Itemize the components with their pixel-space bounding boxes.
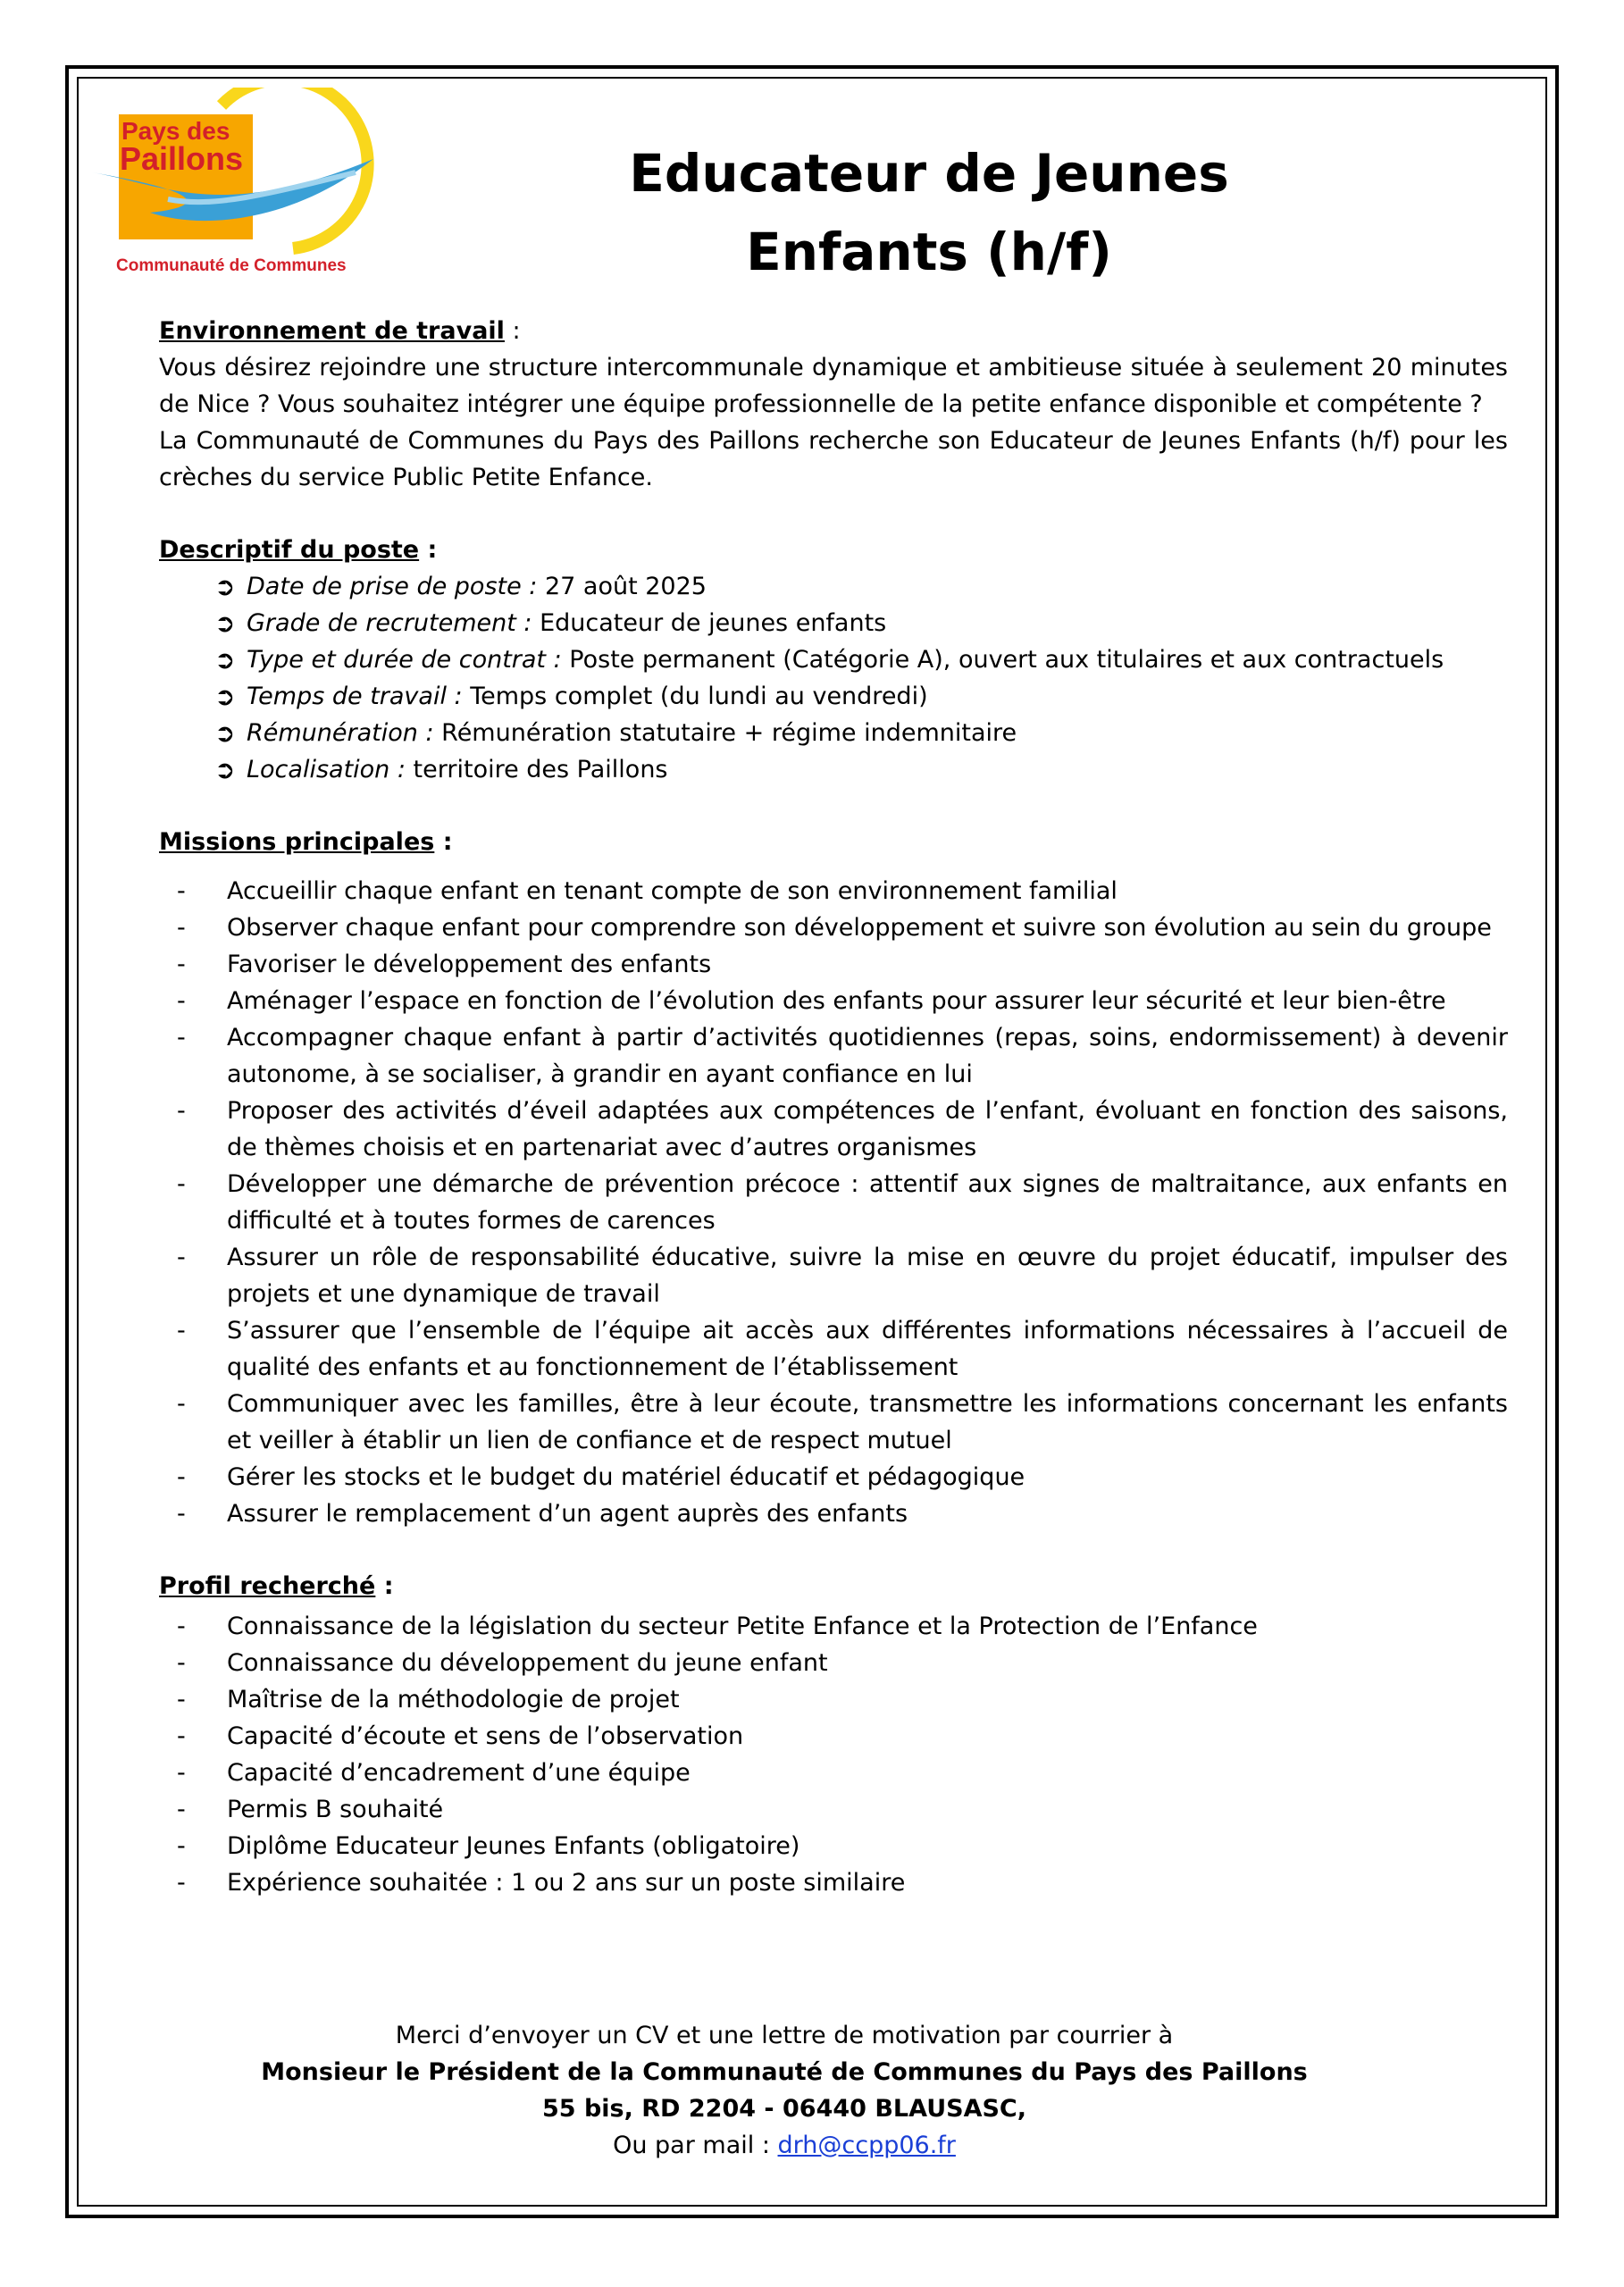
contact-footer — [159, 2017, 1410, 2164]
descriptif-item-label: Grade de recrutement : — [247, 609, 532, 637]
environment-paragraph-2: La Communauté de Communes du Pays des Paillons recherche son Educateur de Jeunes Enfants (h/f) pour les crèches du service Public Petite Enfance. — [159, 427, 1508, 491]
descriptif-item — [214, 751, 1508, 788]
arrow-bullet-icon: ➲ — [214, 755, 236, 784]
dash-bullet: - — [177, 1244, 186, 1271]
descriptif-item — [214, 605, 1508, 641]
dash-bullet: - — [177, 1832, 186, 1860]
dash-bullet: - — [177, 1686, 186, 1713]
dash-bullet: - — [177, 1500, 186, 1528]
profil-heading — [159, 1568, 1508, 1604]
missions-item — [159, 1093, 1508, 1166]
environment-paragraph-1: Vous désirez rejoindre une structure intercommunale dynamique et ambitieuse située à seulement 20 minutes de Nice ? Vous souhaitez intégrer une équipe professionnelle de la petite enfance disponible et compétente ? — [159, 354, 1508, 418]
missions-item — [159, 1312, 1508, 1386]
missions-item — [159, 946, 1508, 983]
dash-bullet: - — [177, 951, 186, 978]
arrow-bullet-icon: ➲ — [214, 645, 236, 674]
footer-mail-prefix: Ou par mail : — [613, 2132, 778, 2159]
logo-text-line2: Paillons — [120, 140, 244, 177]
dash-bullet: - — [177, 1613, 186, 1640]
logo-text-line1: Pays des — [121, 117, 230, 145]
arrow-bullet-icon: ➲ — [214, 608, 236, 638]
missions-item-text: Accueillir chaque enfant en tenant compte de son environnement familial — [227, 877, 1118, 905]
missions-heading-text: Missions principales — [159, 828, 435, 856]
dash-bullet: - — [177, 1463, 186, 1491]
arrow-bullet-icon: ➲ — [214, 682, 236, 711]
pays-des-paillons-logo — [88, 88, 391, 284]
profil-item — [159, 1755, 1508, 1791]
environment-heading — [159, 313, 1508, 349]
descriptif-item-label: Rémunération : — [247, 719, 434, 747]
missions-item — [159, 1239, 1508, 1312]
descriptif-item-value: Educateur de jeunes enfants — [532, 609, 887, 637]
dash-bullet: - — [177, 1796, 186, 1823]
descriptif-item-value: Temps complet (du lundi au vendredi) — [462, 683, 928, 710]
descriptif-item — [214, 568, 1508, 605]
dash-bullet: - — [177, 1097, 186, 1125]
dash-bullet: - — [177, 1649, 186, 1677]
profil-item — [159, 1791, 1508, 1828]
missions-item-text: Assurer un rôle de responsabilité éducative, suivre la mise en œuvre du projet éducatif, impulser des projets et une dynamique de travail — [227, 1244, 1508, 1308]
missions-item-text: Aménager l’espace en fonction de l’évolution des enfants pour assurer leur sécurité et leur bien-être — [227, 987, 1446, 1015]
dash-bullet: - — [177, 987, 186, 1015]
missions-item-text: Gérer les stocks et le budget du matériel éducatif et pédagogique — [227, 1463, 1025, 1491]
profil-item-text: Capacité d’encadrement d’une équipe — [227, 1759, 691, 1787]
missions-item-text: Assurer le remplacement d’un agent auprès des enfants — [227, 1500, 908, 1528]
arrow-bullet-icon: ➲ — [214, 572, 236, 601]
profil-heading-colon: : — [375, 1572, 394, 1600]
descriptif-item-label: Temps de travail : — [247, 683, 463, 710]
missions-item-text: Communiquer avec les familles, être à leur écoute, transmettre les informations concernant les enfants et veiller à établir un lien de confiance et de respect mutuel — [227, 1390, 1508, 1454]
profil-item-text: Diplôme Educateur Jeunes Enfants (obligatoire) — [227, 1832, 800, 1860]
descriptif-item — [214, 678, 1508, 715]
missions-item-text: S’assurer que l’ensemble de l’équipe ait accès aux différentes informations nécessaires à l’accueil de qualité des enfants et au fonctionnement de l’établissement — [227, 1317, 1508, 1381]
profil-item — [159, 1718, 1508, 1755]
profil-heading-text: Profil recherché — [159, 1572, 376, 1600]
profil-item — [159, 1645, 1508, 1681]
profil-item-text: Capacité d’écoute et sens de l’observation — [227, 1722, 744, 1750]
descriptif-item-value: territoire des Paillons — [405, 756, 668, 783]
missions-item — [159, 909, 1508, 946]
footer-recipient: Monsieur le Président de la Communauté de Communes du Pays des Paillons — [261, 2058, 1308, 2086]
environment-heading-text: Environnement de travail — [159, 317, 505, 345]
missions-item-text: Développer une démarche de prévention précoce : attentif aux signes de maltraitance, aux enfants en difficulté et à toutes formes de carences — [227, 1170, 1508, 1235]
missions-list — [159, 873, 1508, 1532]
dash-bullet: - — [177, 1869, 186, 1897]
profil-item-text: Connaissance du développement du jeune enfant — [227, 1649, 828, 1677]
arrow-bullet-icon: ➲ — [214, 718, 236, 748]
profil-item-text: Maîtrise de la méthodologie de projet — [227, 1686, 680, 1713]
missions-item — [159, 873, 1508, 909]
profil-item-text: Permis B souhaité — [227, 1796, 444, 1823]
dash-bullet: - — [177, 877, 186, 905]
dash-bullet: - — [177, 914, 186, 942]
descriptif-heading — [159, 532, 1508, 568]
missions-heading — [159, 824, 1508, 860]
descriptif-item-label: Date de prise de poste : — [247, 573, 538, 600]
missions-item-text: Observer chaque enfant pour comprendre son développement et suivre son évolution au sein du groupe — [227, 914, 1492, 942]
logo-subtitle: Communauté de Communes — [116, 256, 347, 275]
descriptif-item — [214, 641, 1508, 678]
missions-item — [159, 1495, 1508, 1532]
missions-item — [159, 1166, 1508, 1239]
email-link[interactable]: drh@ccpp06.fr — [777, 2132, 956, 2159]
descriptif-item-label: Localisation : — [247, 756, 406, 783]
dash-bullet: - — [177, 1170, 186, 1198]
missions-item — [159, 983, 1508, 1019]
footer-address: 55 bis, RD 2204 - 06440 BLAUSASC, — [541, 2095, 1026, 2123]
dash-bullet: - — [177, 1722, 186, 1750]
missions-item-text: Accompagner chaque enfant à partir d’activités quotidiennes (repas, soins, endormissement) à devenir autonome, à se socialiser, à grandir en ayant confiance en lui — [227, 1024, 1508, 1088]
footer-line-1: Merci d’envoyer un CV et une lettre de motivation par courrier à — [395, 2022, 1174, 2049]
missions-item — [159, 1019, 1508, 1093]
page-title — [536, 134, 1322, 291]
descriptif-item-value: 27 août 2025 — [537, 573, 707, 600]
environment-heading-colon: : — [504, 317, 521, 345]
profil-item — [159, 1828, 1508, 1864]
missions-item-text: Favoriser le développement des enfants — [227, 951, 712, 978]
footer-mail-line — [159, 2127, 1410, 2164]
profil-item — [159, 1864, 1508, 1901]
missions-item-text: Proposer des activités d’éveil adaptées aux compétences de l’enfant, évoluant en fonction des saisons, de thèmes choisis et en partenariat avec d’autres organismes — [227, 1097, 1508, 1161]
profil-list — [159, 1608, 1508, 1901]
page-title-line2: Enfants (h/f) — [746, 222, 1112, 282]
profil-item-text: Connaissance de la législation du secteur Petite Enfance et la Protection de l’Enfance — [227, 1613, 1258, 1640]
document-body — [159, 313, 1508, 1901]
dash-bullet: - — [177, 1390, 186, 1418]
descriptif-item — [214, 715, 1508, 751]
dash-bullet: - — [177, 1024, 186, 1051]
descriptif-item-value: Poste permanent (Catégorie A), ouvert aux titulaires et aux contractuels — [561, 646, 1444, 674]
descriptif-heading-colon: : — [419, 536, 438, 564]
dash-bullet: - — [177, 1759, 186, 1787]
page-title-line1: Educateur de Jeunes — [629, 143, 1229, 204]
missions-item — [159, 1459, 1508, 1495]
descriptif-item-label: Type et durée de contrat : — [247, 646, 562, 674]
missions-heading-colon: : — [434, 828, 453, 856]
descriptif-heading-text: Descriptif du poste — [159, 536, 420, 564]
descriptif-item-value: Rémunération statutaire + régime indemnitaire — [433, 719, 1017, 747]
profil-item — [159, 1681, 1508, 1718]
profil-item — [159, 1608, 1508, 1645]
missions-item — [159, 1386, 1508, 1459]
descriptif-list — [159, 568, 1508, 788]
dash-bullet: - — [177, 1317, 186, 1345]
profil-item-text: Expérience souhaitée : 1 ou 2 ans sur un poste similaire — [227, 1869, 906, 1897]
